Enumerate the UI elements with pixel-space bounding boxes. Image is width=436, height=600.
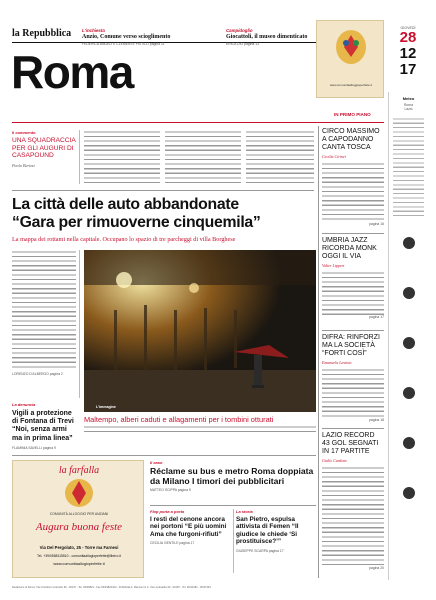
trevi-page: pagina 9 — [42, 445, 56, 450]
bottom-page: pagina 9 — [177, 488, 191, 493]
right-author: Valter Lippert — [322, 263, 345, 268]
trevi-byline: FLAMINIA SAVELLI — [12, 445, 42, 450]
ad-brand: la farfalla — [58, 465, 100, 476]
main-title-1: La città delle auto abbandonate — [12, 196, 239, 213]
right-article-4[interactable] — [322, 432, 384, 570]
photo-caption-label: L'immagine — [96, 405, 116, 409]
bottom-byline: MATTEO SCIPPA — [150, 488, 177, 493]
comment-body-2 — [165, 130, 241, 186]
right-page: pagina 16 — [369, 222, 384, 226]
date-weekday: GIOVEDÌ — [400, 26, 416, 30]
divider — [318, 126, 319, 578]
main-article[interactable] — [12, 196, 316, 243]
divider — [79, 250, 80, 398]
ad-wish: Augura buona feste — [35, 521, 123, 533]
right-title: LAZIO RECORD 43 GOL SEGNATI IN 17 PARTITE — [322, 432, 379, 455]
story-title: I resti del cenone ancora nei portoni “E più uomini Ama che furgoni-rifiuti” — [150, 516, 227, 538]
teaser-title: Giocattoli, il museo dimenticato — [226, 34, 308, 40]
photo-title: Maltempo, alberi caduti e allagamenti per i tombini otturati — [84, 415, 274, 424]
strip-text — [393, 117, 424, 217]
right-article-2[interactable] — [322, 237, 384, 319]
footer-text: Redazione di Roma: Via Cristoforo Colombo 90 - 00147 - Tel. 06/49821 - Fax 06/49822423 - Pubblicità A. Manzoni & C. Via Lombardia 39 - 00187 - Tel. 06/41081 - 06/47491 — [12, 586, 211, 589]
right-author: Giulio Cardone — [322, 458, 348, 463]
butterfly-logo-icon — [63, 477, 95, 509]
date-box — [388, 26, 428, 86]
right-title: UMBRIA JAZZ RICORDA MONK OGGI IL VIA — [322, 237, 377, 260]
trevi-title: Vigili a protezione di Fontana di Trevi “Noi, senza armi ma in prima linea” — [12, 410, 74, 442]
photo-headline[interactable] — [84, 415, 316, 435]
main-author: LORENZO D'ALBERGO — [12, 372, 49, 376]
right-title: CIRCO MASSIMO A CAPODANNO CANTA TOSCA — [322, 128, 380, 151]
teaser-1[interactable] — [82, 28, 222, 46]
bottom-kicker: Il caso — [150, 460, 163, 465]
right-page: pagina 18 — [369, 418, 384, 422]
right-article-1[interactable] — [322, 128, 384, 226]
right-page: pagina 17 — [369, 315, 384, 319]
masthead-logo: la Repubblica — [12, 28, 72, 39]
divider — [322, 330, 384, 331]
comment-block[interactable] — [12, 130, 76, 168]
comment-body-1 — [84, 130, 160, 186]
ad-site[interactable]: www.comunitaallogioperfette.it — [53, 562, 105, 566]
divider — [12, 122, 384, 123]
right-author: Cecilia Cirinei — [322, 154, 346, 159]
date-month: 12 — [399, 45, 417, 62]
story-page: pagina 17 — [179, 541, 195, 546]
ad-bottom[interactable] — [12, 460, 144, 578]
story-byline: GIUSEPPE SCARPA — [236, 548, 268, 553]
right-text — [322, 271, 384, 315]
divider — [12, 190, 314, 191]
story-byline: CECILIA GENTILE — [150, 541, 179, 546]
right-text — [322, 466, 384, 566]
bottom-story-2[interactable] — [236, 509, 316, 553]
teaser-title: Anzio, Comune verso scioglimento — [82, 34, 171, 40]
main-title-2: “Gara per rimuoverne cinquemila” — [12, 214, 261, 231]
strip-label: Meteo — [402, 96, 415, 101]
story-title: San Pietro, espulsa attivista di Femen “Il giudice le chiede ‘Si prostituisce?’” — [236, 516, 299, 546]
divider — [322, 233, 384, 234]
date-year: 17 — [399, 61, 417, 78]
divider — [150, 505, 316, 506]
divider — [79, 130, 80, 184]
teaser-byline: ERICA DIO — [226, 42, 244, 46]
bottom-main-article[interactable] — [150, 460, 316, 492]
right-title: DIFRA: RINFORZI MA LA SOCIETÀ “FORTI COSÌ” — [322, 334, 380, 357]
trevi-article[interactable] — [12, 402, 78, 450]
bottom-title: Réclame su bus e metro Roma doppiata da Milano I timori dei pubblicitari — [150, 466, 314, 486]
teaser-page: pagina 13 — [244, 42, 260, 46]
right-text — [322, 162, 384, 222]
trevi-kicker: La denuncia — [12, 402, 36, 407]
right-text — [322, 368, 384, 418]
news-photo[interactable] — [84, 250, 316, 412]
story-page: pagina 17 — [268, 548, 284, 553]
teaser-kicker: Campidoglio — [226, 28, 253, 33]
comment-body-3 — [246, 130, 314, 186]
teaser-kicker: L'inchiesta — [82, 28, 105, 33]
ad-top[interactable] — [316, 20, 384, 98]
city-title: Roma — [11, 46, 133, 98]
ad-address: Via Del Pergolato, 25 - Torre ma Farnesi — [39, 545, 119, 550]
sidebar-strip — [388, 92, 428, 580]
main-subtitle: La mappa dei rottami nella capitale. Occupano lo spazio di tre parcheggi di villa Borghese — [12, 236, 236, 243]
section-label: IN PRIMO PIANO — [334, 112, 371, 117]
teaser-page: pagina 11 — [149, 42, 165, 46]
strip-item: Lazio — [404, 107, 413, 111]
right-author: Emanuela Lavinia — [322, 360, 352, 365]
night-street-photo — [84, 250, 316, 412]
divider — [12, 455, 316, 456]
story-kicker: La storia — [236, 509, 253, 514]
main-body-col — [12, 250, 76, 370]
divider — [233, 509, 234, 573]
story-kicker: Flop porta a porta — [150, 509, 184, 514]
right-article-3[interactable] — [322, 334, 384, 422]
bottom-story-1[interactable] — [150, 509, 230, 545]
butterfly-logo-icon — [334, 27, 368, 67]
right-page: pagina 20 — [369, 566, 384, 570]
ad-phone: Tel. +39/0588115510 - comunitaallogioperfette@libero.it — [37, 554, 121, 558]
comment-kicker: Il commento — [12, 130, 36, 135]
main-page: pagina 2 — [49, 372, 63, 376]
photo-text — [84, 425, 316, 435]
ad-top-site: www.comunitaalloggioperfette.it — [329, 83, 373, 87]
comment-title: UNA SQUADRACCIA PER GLI AUGURI DI CASAPOUND — [12, 137, 76, 160]
ad-org: COMUNITÀ ALLOGGIO PER ANZIANI — [49, 512, 109, 516]
weather-icons — [389, 223, 429, 523]
teaser-byline: FEDERICA ANGELI E CLEMENTE PISTILLI — [82, 42, 149, 46]
date-day: 28 — [399, 29, 417, 46]
divider — [322, 428, 384, 429]
comment-author: Paolo Berizzi — [12, 162, 35, 168]
strip-item: Roma — [403, 103, 414, 107]
